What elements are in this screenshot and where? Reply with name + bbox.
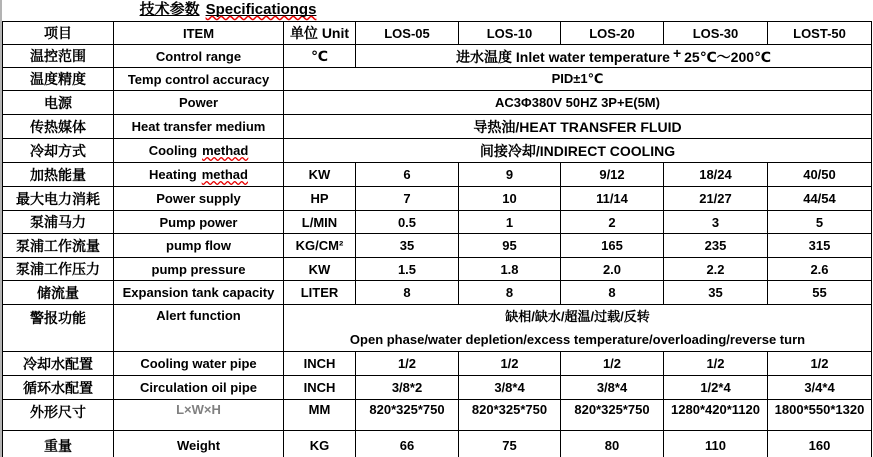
accuracy-en-label: Temp control accuracy <box>114 68 284 91</box>
pump-power-en-label: Pump power <box>114 211 284 234</box>
power-en-label: Power <box>114 91 284 115</box>
cooling-method-en-misspelled: methad <box>202 143 249 158</box>
row-control-range <box>3 45 872 68</box>
pump-flow-los10: 95 <box>459 234 561 258</box>
power-zh-label: 电源 <box>3 91 114 115</box>
cooling-pipe-los10: 1/2 <box>459 352 561 376</box>
pump-flow-lost50: 315 <box>768 234 872 258</box>
cooling-method-value: 间接冷却/INDIRECT COOLING <box>284 139 872 163</box>
power-supply-los20: 11/14 <box>561 187 664 211</box>
dimensions-los05: 820*325*750 <box>356 400 459 431</box>
circulation-pipe-los05: 3/8*2 <box>356 376 459 400</box>
header-model-los05: LOS-05 <box>356 22 459 45</box>
title-zh: 技术参数 <box>139 1 200 18</box>
pump-power-zh-label: 泵浦马力 <box>3 211 114 234</box>
control-range-en-label: Control range <box>114 45 284 68</box>
row-alert <box>3 305 872 352</box>
tank-capacity-los30: 35 <box>664 281 768 305</box>
row-pump-flow <box>3 234 872 258</box>
cooling-pipe-los05: 1/2 <box>356 352 459 376</box>
pump-pressure-los30: 2.2 <box>664 258 768 281</box>
row-tank-capacity <box>3 281 872 305</box>
tank-capacity-zh-label: 储流量 <box>3 281 114 305</box>
pump-pressure-los20: 2.0 <box>561 258 664 281</box>
medium-value: 导热油/HEAT TRANSFER FLUID <box>284 115 872 139</box>
cooling-method-zh-label: 冷却方式 <box>3 139 114 163</box>
alert-line-zh: 缺相/缺水/超温/过载/反转 <box>505 309 650 324</box>
pump-flow-en-label: pump flow <box>114 234 284 258</box>
pump-power-los20: 2 <box>561 211 664 234</box>
heating-los10: 9 <box>459 163 561 187</box>
alert-en-label: Alert function <box>114 305 284 352</box>
row-dimensions <box>3 400 872 431</box>
header-model-lost50: LOST-50 <box>768 22 872 45</box>
heating-en-misspelled: methad <box>201 167 248 182</box>
dimensions-unit: MM <box>284 400 356 431</box>
pump-flow-los05: 35 <box>356 234 459 258</box>
pump-power-los05: 0.5 <box>356 211 459 234</box>
dimensions-los30: 1280*420*1120 <box>664 400 768 431</box>
row-cooling-pipe <box>3 352 872 376</box>
weight-unit: KG <box>284 431 356 457</box>
weight-en-label: Weight <box>114 431 284 457</box>
control-range-value-prefix: 进水温度 Inlet water temperature <box>456 49 670 65</box>
weight-los20: 80 <box>561 431 664 457</box>
dimensions-en-label: L×W×H <box>114 400 284 431</box>
heating-los20: 9/12 <box>561 163 664 187</box>
heating-zh-label: 加热能量 <box>3 163 114 187</box>
pump-pressure-zh-label: 泵浦工作压力 <box>3 258 114 281</box>
pump-flow-zh-label: 泵浦工作流量 <box>3 234 114 258</box>
power-supply-zh-label: 最大电力消耗 <box>3 187 114 211</box>
pump-pressure-unit: KW <box>284 258 356 281</box>
header-item-zh: 项目 <box>3 22 114 45</box>
medium-en-label: Heat transfer medium <box>114 115 284 139</box>
dimensions-zh-label: 外形尺寸 <box>3 400 114 431</box>
header-model-los10: LOS-10 <box>459 22 561 45</box>
row-medium <box>3 115 872 139</box>
tank-capacity-los20: 8 <box>561 281 664 305</box>
weight-los10: 75 <box>459 431 561 457</box>
medium-zh-label: 传热媒体 <box>3 115 114 139</box>
power-supply-los30: 21/27 <box>664 187 768 211</box>
pump-pressure-los05: 1.5 <box>356 258 459 281</box>
row-pump-pressure <box>3 258 872 281</box>
tank-capacity-en-label: Expansion tank capacity <box>114 281 284 305</box>
heating-unit: KW <box>284 163 356 187</box>
circulation-pipe-los30: 1/2*4 <box>664 376 768 400</box>
accuracy-value: PID±1℃ <box>284 68 872 91</box>
pump-pressure-en-label: pump pressure <box>114 258 284 281</box>
page-title-text <box>140 1 317 18</box>
dimensions-los20: 820*325*750 <box>561 400 664 431</box>
spec-table <box>2 21 872 457</box>
row-power <box>3 91 872 115</box>
pump-flow-los20: 165 <box>561 234 664 258</box>
tank-capacity-los10: 8 <box>459 281 561 305</box>
header-unit: 单位 Unit <box>284 22 356 45</box>
pump-pressure-lost50: 2.6 <box>768 258 872 281</box>
cooling-pipe-zh-label: 冷却水配置 <box>3 352 114 376</box>
header-model-los30: LOS-30 <box>664 22 768 45</box>
title-en-misspelled: Specificationgs <box>205 1 317 18</box>
cooling-pipe-en-label: Cooling water pipe <box>114 352 284 376</box>
alert-line-en: Open phase/water depletion/excess temperature/overloading/reverse turn <box>349 332 806 347</box>
cooling-pipe-lost50: 1/2 <box>768 352 872 376</box>
power-supply-los10: 10 <box>459 187 561 211</box>
circulation-pipe-zh-label: 循环水配置 <box>3 376 114 400</box>
control-range-value <box>356 45 872 68</box>
pump-power-los30: 3 <box>664 211 768 234</box>
dimensions-lost50: 1800*550*1320 <box>768 400 872 431</box>
heating-en-label <box>114 163 284 187</box>
weight-lost50: 160 <box>768 431 872 457</box>
pump-power-los10: 1 <box>459 211 561 234</box>
control-range-unit: ℃ <box>284 45 356 68</box>
control-range-zh-label: 温控范围 <box>3 45 114 68</box>
heating-en-main: Heating <box>149 167 197 182</box>
cooling-pipe-unit: INCH <box>284 352 356 376</box>
row-accuracy <box>3 68 872 91</box>
heating-los30: 18/24 <box>664 163 768 187</box>
power-supply-unit: HP <box>284 187 356 211</box>
weight-zh-label: 重量 <box>3 431 114 457</box>
header-item-en: ITEM <box>114 22 284 45</box>
heating-los05: 6 <box>356 163 459 187</box>
tank-capacity-unit: LITER <box>284 281 356 305</box>
heating-lost50: 40/50 <box>768 163 872 187</box>
cooling-method-en-label <box>114 139 284 163</box>
header-model-los20: LOS-20 <box>561 22 664 45</box>
control-range-value-plus: + <box>672 45 682 61</box>
circulation-pipe-lost50: 3/4*4 <box>768 376 872 400</box>
circulation-pipe-los10: 3/8*4 <box>459 376 561 400</box>
row-pump-power <box>3 211 872 234</box>
pump-power-lost50: 5 <box>768 211 872 234</box>
accuracy-zh-label: 温度精度 <box>3 68 114 91</box>
pump-power-unit: L/MIN <box>284 211 356 234</box>
row-heating <box>3 163 872 187</box>
power-supply-lost50: 44/54 <box>768 187 872 211</box>
control-range-value-suffix: 25℃～200℃ <box>684 49 771 65</box>
row-cooling-method <box>3 139 872 163</box>
circulation-pipe-en-label: Circulation oil pipe <box>114 376 284 400</box>
circulation-pipe-los20: 3/8*4 <box>561 376 664 400</box>
weight-los05: 66 <box>356 431 459 457</box>
power-value: AC3Φ380V 50HZ 3P+E(5M) <box>284 91 872 115</box>
cooling-method-en-main: Cooling <box>148 143 198 158</box>
power-supply-los05: 7 <box>356 187 459 211</box>
power-supply-en-label: Power supply <box>114 187 284 211</box>
row-weight <box>3 431 872 457</box>
weight-los30: 110 <box>664 431 768 457</box>
pump-flow-unit: KG/CM² <box>284 234 356 258</box>
tank-capacity-los05: 8 <box>356 281 459 305</box>
dimensions-los10: 820*325*750 <box>459 400 561 431</box>
cooling-pipe-los20: 1/2 <box>561 352 664 376</box>
tank-capacity-lost50: 55 <box>768 281 872 305</box>
alert-value <box>284 305 872 352</box>
cooling-pipe-los30: 1/2 <box>664 352 768 376</box>
pump-pressure-los10: 1.8 <box>459 258 561 281</box>
row-power-supply <box>3 187 872 211</box>
pump-flow-los30: 235 <box>664 234 768 258</box>
circulation-pipe-unit: INCH <box>284 376 356 400</box>
alert-zh-label: 警报功能 <box>3 305 114 352</box>
row-header <box>3 22 872 45</box>
row-circulation-pipe <box>3 376 872 400</box>
page-title <box>2 0 454 21</box>
